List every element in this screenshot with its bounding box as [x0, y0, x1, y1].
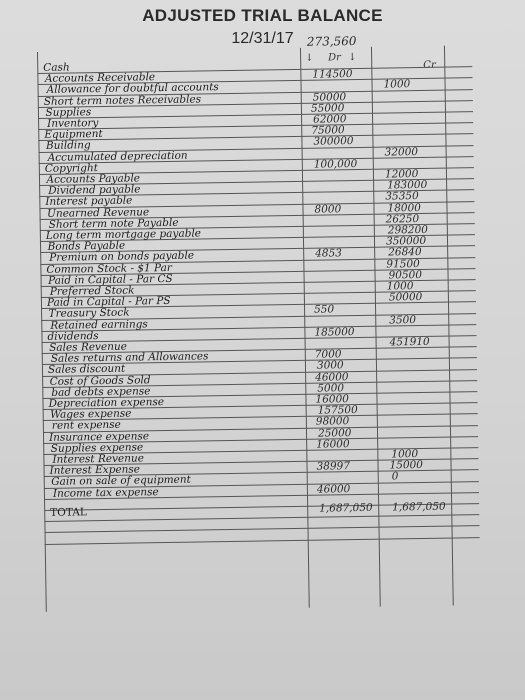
- debit-amount: 7000: [314, 348, 342, 361]
- credit-amount: 1000: [383, 78, 411, 91]
- account-name: Supplies: [45, 105, 92, 119]
- debit-amount: 16000: [315, 393, 349, 406]
- account-name: Insurance expense: [48, 429, 150, 444]
- credit-amount: 183000: [387, 179, 428, 192]
- account-name: Common Stock - $1 Par: [46, 261, 172, 276]
- credit-amount: 26840: [388, 246, 422, 259]
- cr-column-header: Cr: [423, 59, 436, 71]
- account-name: Retained earnings: [50, 317, 148, 332]
- account-name: Sales discount: [47, 363, 126, 377]
- debit-amount: 114500: [312, 68, 353, 81]
- account-name: Paid in Capital - Par PS: [46, 295, 171, 310]
- credit-amount: 91500: [386, 257, 420, 271]
- account-name: Sales Revenue: [49, 340, 127, 354]
- credit-amount: 451910: [389, 335, 430, 349]
- dr-arrow-icon: ↓: [305, 52, 314, 64]
- debit-amount: 185000: [314, 325, 355, 339]
- account-name: Depreciation expense: [48, 396, 165, 410]
- debit-amount: 25000: [317, 426, 352, 440]
- account-name: Income tax expense: [52, 485, 159, 500]
- debit-amount: 16000: [316, 437, 350, 451]
- debit-amount: 300000: [313, 135, 354, 149]
- credit-amount: 1000: [386, 280, 414, 293]
- account-name: rent expense: [51, 419, 121, 433]
- account-name: Unearned Revenue: [46, 205, 150, 220]
- account-name: Supplies expense: [50, 441, 144, 455]
- account-name: dividends: [47, 329, 99, 343]
- account-name: Equipment: [44, 128, 103, 142]
- cash-balance: 273,560: [306, 33, 357, 49]
- account-name: Premium on bonds payable: [49, 249, 195, 265]
- credit-amount: 1000: [391, 448, 419, 461]
- credit-amount: 18000: [387, 201, 421, 215]
- debit-amount: 8000: [314, 202, 342, 216]
- account-name: Allowance for doubtful accounts: [46, 81, 219, 97]
- account-name: Interest Revenue: [52, 452, 145, 466]
- debit-amount: 75000: [311, 124, 345, 137]
- account-name: Accounts Payable: [46, 172, 141, 186]
- account-name: Interest payable: [45, 194, 133, 209]
- credit-amount: 15000: [389, 459, 424, 472]
- account-name: Treasury Stock: [48, 306, 130, 321]
- account-name: Dividend payable: [48, 183, 141, 198]
- account-name: Cash: [43, 61, 70, 74]
- credit-amount: 298200: [387, 223, 429, 237]
- account-name: Building: [45, 139, 91, 153]
- ledger-rule-line: [45, 525, 480, 533]
- ledger-rule-line: [44, 514, 479, 522]
- ledger-rule-line: [45, 537, 480, 545]
- credit-amount: 1,687,050: [392, 500, 446, 514]
- account-name: Bonds Payable: [47, 239, 126, 254]
- credit-amount: 3500: [389, 313, 417, 327]
- account-name: Paid in Capital - Par CS: [47, 272, 173, 287]
- account-name: Interest Expense: [49, 463, 141, 478]
- account-name: Cost of Goods Sold: [49, 373, 151, 388]
- debit-amount: 38997: [316, 460, 351, 473]
- account-name: bad debts expense: [51, 385, 151, 399]
- dr-arrow-icon: ↓: [348, 51, 357, 64]
- account-name: Inventory: [47, 117, 99, 130]
- debit-amount: 5000: [317, 382, 345, 395]
- debit-amount: 550: [313, 303, 335, 317]
- page-date: 12/31/17: [231, 30, 294, 47]
- ledger-rule-line: [38, 111, 473, 119]
- account-name: TOTAL: [50, 505, 87, 519]
- dr-column-divider: [300, 48, 310, 608]
- cr-column-divider: [371, 47, 381, 607]
- dr-column-header: Dr: [328, 52, 342, 64]
- credit-amount: 26250: [385, 212, 420, 226]
- account-name: Accounts Receivable: [44, 71, 156, 86]
- account-name: Gain on sale of equipment: [51, 474, 191, 489]
- credit-amount: 90500: [388, 268, 423, 282]
- account-name: Preferred Stock: [49, 284, 135, 298]
- debit-amount: 62000: [313, 113, 347, 126]
- debit-amount: 4853: [315, 247, 343, 261]
- account-name: Copyright: [44, 161, 99, 175]
- credit-amount: 50000: [388, 291, 423, 304]
- credit-amount: 350000: [385, 235, 427, 248]
- account-name: Long term mortgage payable: [45, 227, 202, 242]
- debit-amount: 46000: [315, 370, 349, 384]
- debit-amount: 98000: [315, 415, 350, 429]
- debit-amount: 1,687,050: [319, 501, 373, 515]
- ledger-rule-line: [38, 122, 473, 130]
- credit-amount: 12000: [384, 168, 419, 181]
- credit-amount: 35350: [385, 190, 419, 203]
- page-title: ADJUSTED TRIAL BALANCE: [142, 6, 383, 25]
- account-name: Short term note Payable: [48, 216, 179, 231]
- debit-amount: 46000: [316, 482, 351, 496]
- debit-amount: 157500: [317, 404, 358, 417]
- debit-amount: 100,000: [313, 157, 358, 171]
- account-name: Wages expense: [50, 407, 132, 422]
- debit-amount: 3000: [316, 359, 344, 373]
- credit-amount: 32000: [384, 145, 419, 159]
- debit-amount: 50000: [312, 90, 347, 104]
- account-name: Accumulated depreciation: [47, 149, 188, 164]
- ledger-right-border: [444, 46, 454, 606]
- ledger-rule-line: [38, 134, 473, 142]
- debit-amount: 55000: [310, 101, 345, 115]
- credit-amount: 0: [391, 470, 399, 483]
- account-name: Sales returns and Allowances: [50, 350, 209, 366]
- account-name: Short term notes Receivables: [43, 93, 202, 108]
